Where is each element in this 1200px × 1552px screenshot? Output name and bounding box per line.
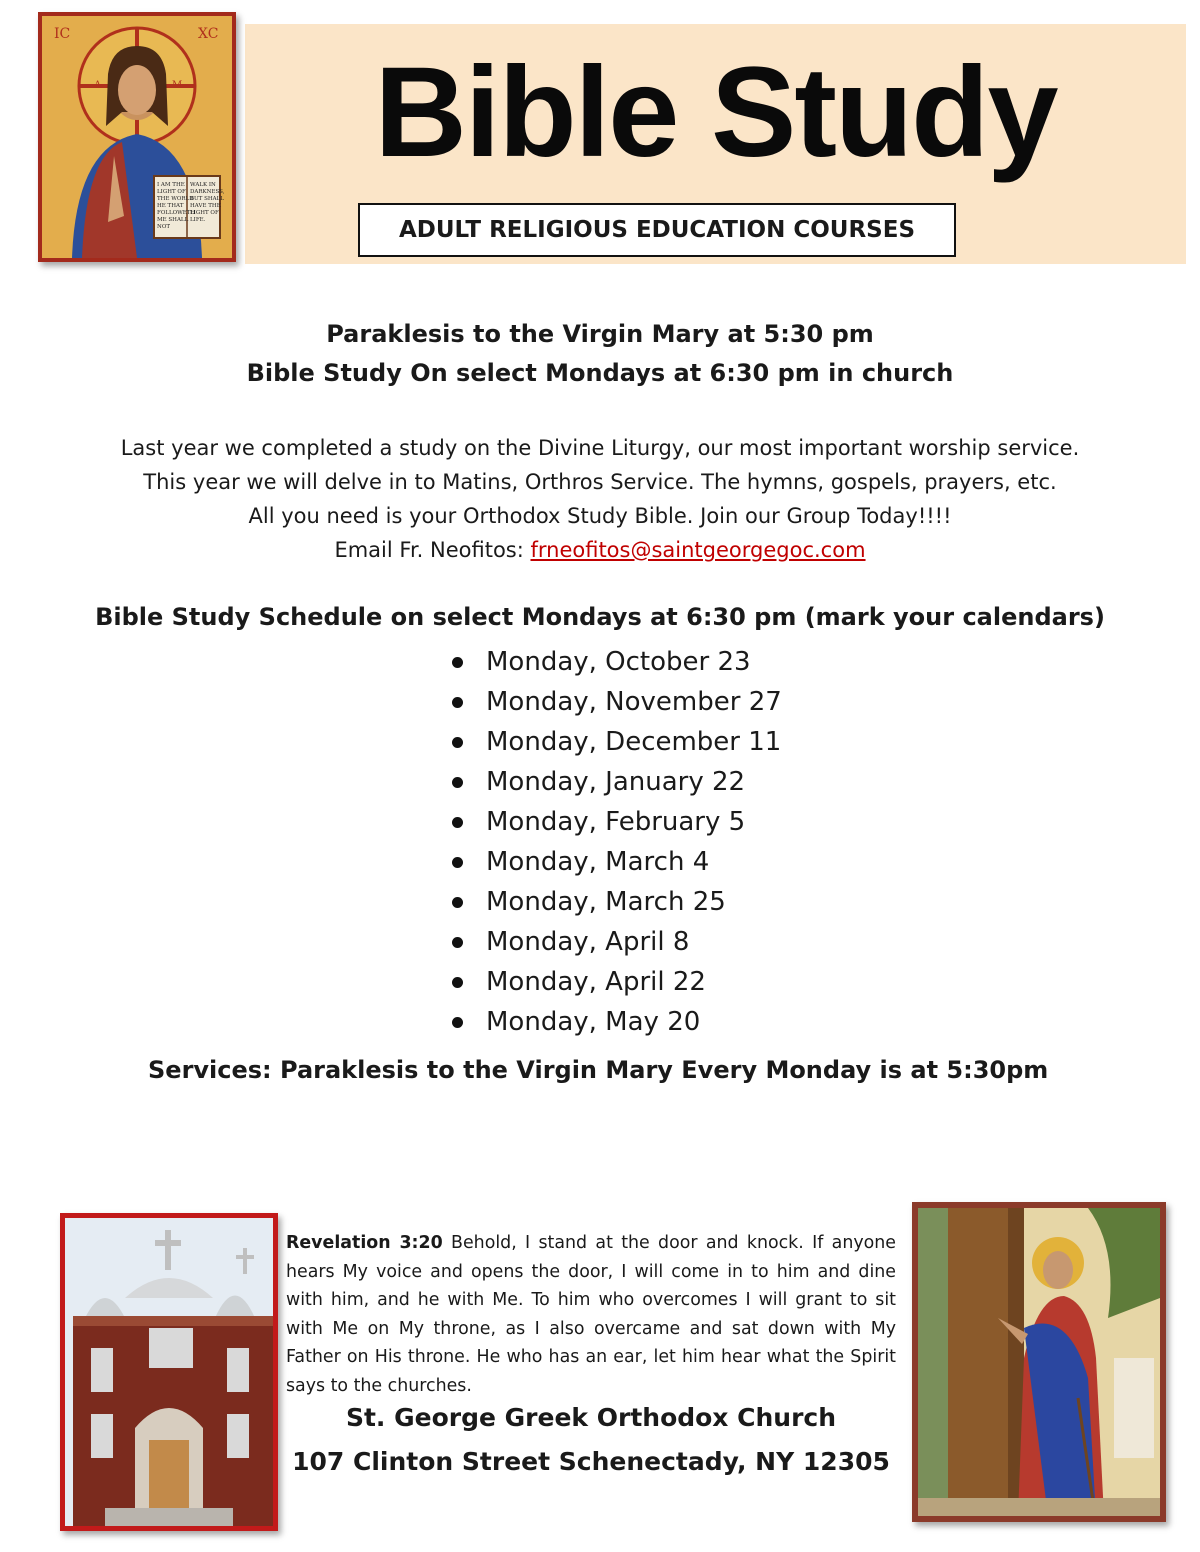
description-line-3: All you need is your Orthodox Study Bible. Join our Group Today!!!! xyxy=(248,504,952,528)
svg-text:IC: IC xyxy=(54,26,71,42)
church-address: 107 Clinton Street Schenectady, NY 12305 xyxy=(292,1447,890,1476)
bullet-icon xyxy=(452,857,463,868)
schedule-heading: Bible Study Schedule on select Mondays at 6:30 pm (mark your calendars) xyxy=(95,603,1105,631)
bullet-icon xyxy=(452,1017,463,1028)
bullet-icon xyxy=(452,937,463,948)
svg-text:ME SHALL: ME SHALL xyxy=(157,217,189,223)
intro-line-1: Paraklesis to the Virgin Mary at 5:30 pm xyxy=(326,320,874,348)
schedule-item: Monday, February 5 xyxy=(452,802,782,842)
svg-text:HAVE THE: HAVE THE xyxy=(190,203,221,209)
svg-text:LIGHT OF: LIGHT OF xyxy=(190,210,219,216)
schedule-item: Monday, October 23 xyxy=(452,642,782,682)
bullet-icon xyxy=(452,897,463,908)
description-line-2: This year we will delve in to Matins, Orthros Service. The hymns, gospels, prayers, etc. xyxy=(143,470,1057,494)
svg-text:A: A xyxy=(94,80,102,91)
svg-text:HE THAT: HE THAT xyxy=(157,203,184,209)
schedule-item: Monday, January 22 xyxy=(452,762,782,802)
scripture-text: Behold, I stand at the door and knock. If anyone hears My voice and opens the door, I will come in to him and dine with him, and he with Me. To him who overcomes I will grant to sit with Me on My throne, as I also overcame and sat down with My Father on His throne. He who has an ear, let him hear what the Spirit says to the churches. xyxy=(286,1233,896,1396)
schedule-item: Monday, April 8 xyxy=(452,922,782,962)
schedule-item: Monday, March 4 xyxy=(452,842,782,882)
svg-text:FOLLOWETH: FOLLOWETH xyxy=(157,210,196,216)
scripture-reference: Revelation 3:20 xyxy=(286,1233,443,1253)
bullet-icon xyxy=(452,777,463,788)
page-title: Bible Study xyxy=(374,41,1057,184)
svg-text:M: M xyxy=(172,80,183,91)
bullet-icon xyxy=(452,817,463,828)
svg-text:LIFE.: LIFE. xyxy=(190,217,206,223)
scripture-passage xyxy=(286,1229,896,1401)
bullet-icon xyxy=(452,697,463,708)
email-label: Email Fr. Neofitos: xyxy=(334,538,531,562)
bullet-icon xyxy=(452,657,463,668)
services-line: Services: Paraklesis to the Virgin Mary Every Monday is at 5:30pm xyxy=(148,1056,1049,1084)
email-link[interactable]: frneofitos@saintgeorgegoc.com xyxy=(530,538,866,562)
schedule-item: Monday, May 20 xyxy=(452,1002,782,1042)
church-name: St. George Greek Orthodox Church xyxy=(345,1403,837,1432)
description-line-1: Last year we completed a study on the Divine Liturgy, our most important worship service. xyxy=(120,436,1080,460)
svg-text:I AM THE: I AM THE xyxy=(157,182,185,188)
subtitle-box: ADULT RELIGIOUS EDUCATION COURSES xyxy=(358,203,956,257)
svg-text:BUT SHALL: BUT SHALL xyxy=(190,196,224,202)
schedule-item: Monday, April 22 xyxy=(452,962,782,1002)
schedule-item: Monday, March 25 xyxy=(452,882,782,922)
schedule-item: Monday, December 11 xyxy=(452,722,782,762)
schedule-item: Monday, November 27 xyxy=(452,682,782,722)
christ-pantocrator-icon xyxy=(38,12,236,262)
svg-text:WALK IN: WALK IN xyxy=(190,182,216,188)
bullet-icon xyxy=(452,737,463,748)
svg-text:DARKNESS,: DARKNESS, xyxy=(190,189,225,195)
intro-line-2: Bible Study On select Mondays at 6:30 pm in church xyxy=(246,359,954,387)
bullet-icon xyxy=(452,977,463,988)
svg-text:NOT: NOT xyxy=(157,224,170,230)
svg-text:XC: XC xyxy=(198,26,219,42)
svg-text:LIGHT OF: LIGHT OF xyxy=(157,189,186,195)
church-photo xyxy=(60,1213,278,1531)
email-line xyxy=(0,533,1200,567)
christ-knocking-icon xyxy=(912,1202,1166,1522)
schedule-list xyxy=(452,642,782,1042)
svg-text:THE WORLD: THE WORLD xyxy=(157,196,194,202)
